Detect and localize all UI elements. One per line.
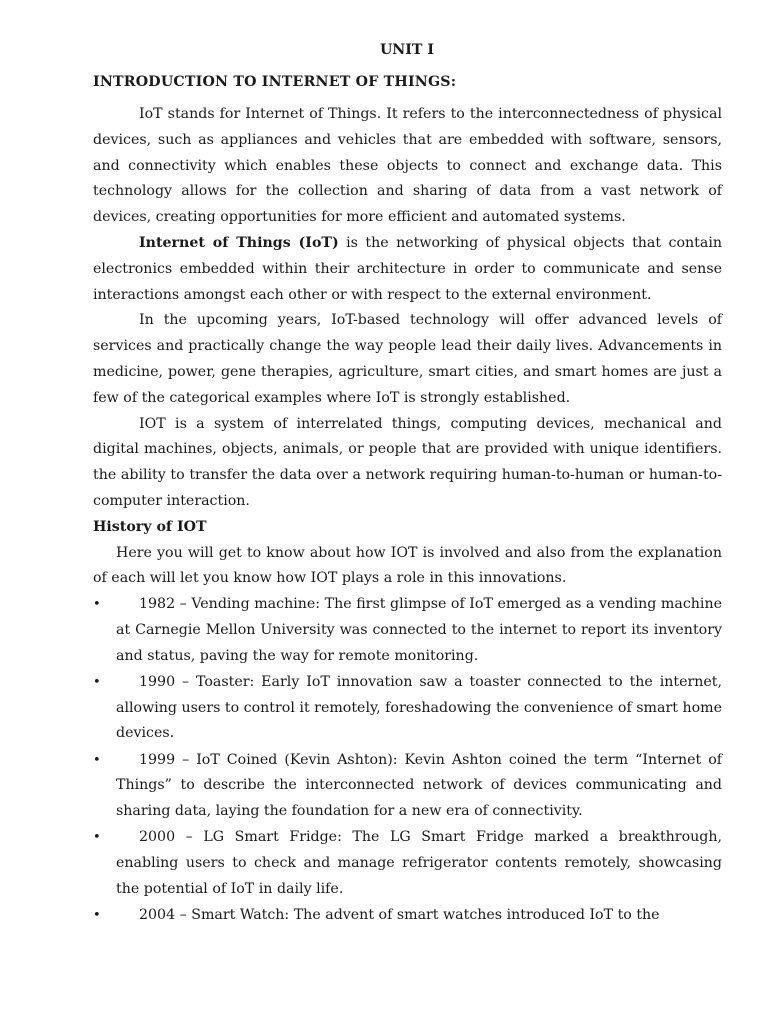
bullet-icon: • xyxy=(93,597,101,613)
main-heading: INTRODUCTION TO INTERNET OF THINGS: xyxy=(93,74,457,90)
list-item xyxy=(93,825,722,902)
paragraph-iot-definition: IoT stands for Internet of Things. It refers to the interconnectedness of physical devices, such as appliances and vehicles that are embedded with software, sensors, and connectivity which enables these objects to connect and exchange data. This technology allows for the collection and sharing of data from a vast network of devices, creating opportunities for more efficient and automated systems. xyxy=(93,106,722,226)
timeline-text: 2004 – Smart Watch: The advent of smart watches introduced IoT to the xyxy=(139,906,660,923)
paragraph-iot-networking-text: is the networking of physical objects that contain electronics embedded within their architecture in order to communicate and sense interactions amongst each other or with respect to the external environment. xyxy=(93,234,723,303)
paragraph-iot-future: In the upcoming years, IoT-based technology will offer advanced levels of services and practically change the way people lead their daily lives. Advancements in medicine, power, gene therapies, agriculture, smart cities, and smart homes are just a few of the categorical examples where IoT is strongly established. xyxy=(93,312,722,406)
list-item xyxy=(93,670,722,747)
timeline-text: 1982 – Vending machine: The first glimpse of IoT emerged as a vending machine at Carnegie Mellon University was connected to the internet to report its inventory and status, paving the way for remote monitoring. xyxy=(116,596,722,664)
bold-term-iot: Internet of Things (IoT) xyxy=(139,234,339,251)
paragraph-iot-networking xyxy=(93,231,722,308)
paragraph-iot-system: IOT is a system of interrelated things, computing devices, mechanical and digital machines, objects, animals, or people that are provided with unique identifiers. the ability to transfer the data over a network requiring human-to-human or human-to-computer interaction. xyxy=(93,415,722,509)
list-item xyxy=(93,748,722,825)
unit-title: UNIT I xyxy=(379,42,435,58)
history-intro: Here you will get to know about how IOT is involved and also from the explanation of each will let you know how IOT plays a role in this innovations. xyxy=(93,544,722,587)
timeline-text: 1999 – IoT Coined (Kevin Ashton): Kevin Ashton coined the term “Internet of Things” to describe the interconnected network of devices communicating and sharing data, laying the foundation for a new era of connectivity. xyxy=(116,751,722,820)
history-timeline-list xyxy=(93,592,722,929)
history-heading: History of IOT xyxy=(93,518,207,535)
document-body xyxy=(93,102,722,929)
timeline-text: 2000 – LG Smart Fridge: The LG Smart Fridge marked a breakthrough, enabling users to check and manage refrigerator contents remotely, showcasing the potential of IoT in daily life. xyxy=(116,829,722,897)
timeline-text: 1990 – Toaster: Early IoT innovation saw a toaster connected to the internet, allowing users to control it remotely, foreshadowing the convenience of smart home devices. xyxy=(116,673,722,742)
bullet-icon: • xyxy=(93,752,101,768)
list-item xyxy=(93,903,722,929)
bullet-icon: • xyxy=(93,674,101,690)
list-item xyxy=(93,592,722,669)
bullet-icon: • xyxy=(93,830,101,846)
bullet-icon: • xyxy=(93,907,101,923)
